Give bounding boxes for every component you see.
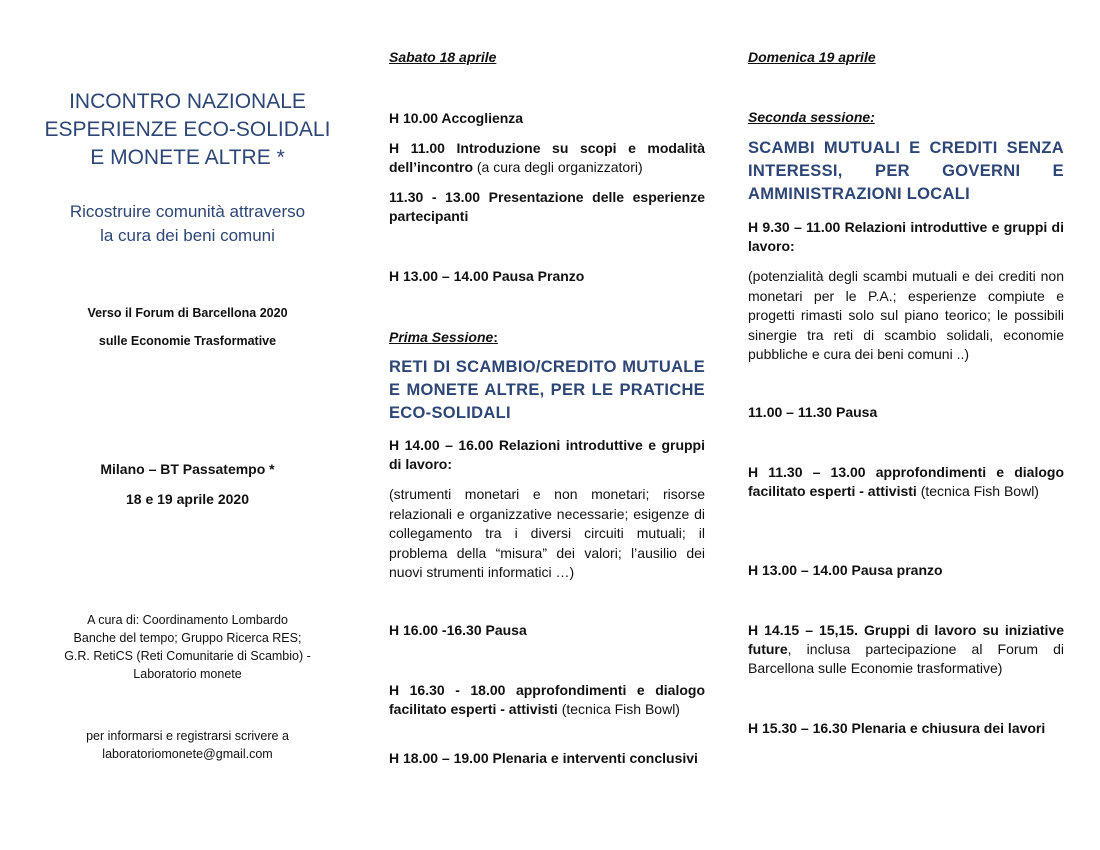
schedule-entry: [389, 267, 705, 286]
entry-text: H 9.30 – 11.00 Relazioni introduttive e gruppi di lavoro:: [748, 219, 1064, 254]
entry-text: 11.30 - 13.00 Presentazione delle esperienze partecipanti: [389, 189, 705, 224]
session-theme: RETI DI SCAMBIO/CREDITO MUTUALE E MONETE ALTRE, PER LE PRATICHE ECO-SOLIDALI: [389, 358, 705, 422]
entry-text: H 16.30 - 18.00 approfondimenti e dialogo facilitato esperti - attivisti: [389, 682, 705, 717]
schedule-entry: [389, 681, 705, 719]
credits-line: G.R. RetiCS (Reti Comunitarie di Scambio) -: [64, 649, 311, 663]
entry-text: H 14.15 – 15,15. Gruppi di lavoro su iniziative future: [748, 622, 1064, 657]
event-title-line: E MONETE ALTRE *: [90, 146, 285, 169]
schedule-entry: [389, 188, 705, 226]
schedule-entry: [389, 109, 705, 128]
event-subtitle: [30, 200, 345, 248]
session-notes: (potenzialità degli scambi mutuali e dei crediti non monetari per le P.A.; esperienze compiute e progetti rimasti solo sul piano teorico; le possibili sinergie tra reti di scambio solidali, economie pubbliche e cura dei beni comuni ..): [748, 268, 1064, 362]
saturday-heading: Sabato 18 aprile: [389, 49, 497, 65]
subtitle-line: la cura dei beni comuni: [100, 226, 275, 245]
schedule-entry: [748, 218, 1064, 256]
saturday-program: [389, 0, 705, 850]
credits-line: Laboratorio monete: [133, 667, 242, 681]
session-notes: (strumenti monetari e non monetari; risorse relazionali e organizzative necessarie; esigenze di collegamento tra i diversi circuiti mutuali; il problema della “misura” dei valori; l’ausilio dei nuovi strumenti informatici …): [389, 486, 705, 580]
entry-text: H 11.30 – 13.00 approfondimenti e dialogo facilitato esperti - attivisti: [748, 464, 1064, 499]
entry-detail: (tecnica Fish Bowl): [557, 701, 680, 717]
event-title-line: INCONTRO NAZIONALE: [69, 90, 306, 113]
schedule-entry: [748, 463, 1064, 501]
schedule-entry: [748, 719, 1064, 738]
entry-text: H 11.00 Introduzione su scopi e modalità dell’incontro: [389, 140, 705, 175]
event-title-line: ESPERIENZE ECO-SOLIDALI: [44, 118, 331, 141]
schedule-entry: [389, 749, 705, 768]
sunday-heading: Domenica 19 aprile: [748, 49, 876, 65]
subtitle-line: Ricostruire comunità attraverso: [69, 202, 306, 221]
contact-email: laboratoriomonete@gmail.com: [102, 747, 273, 761]
session-label-text: Prima Sessione: [389, 329, 494, 345]
session-label: Seconda sessione:: [748, 109, 875, 125]
organizers-credits: [30, 611, 345, 683]
contact-line: per informarsi e registrarsi scrivere a: [86, 729, 289, 743]
entry-detail: (a cura degli organizzatori): [473, 159, 643, 175]
sunday-program: [748, 0, 1064, 850]
schedule-entry: [748, 403, 1064, 422]
contact-info: [30, 727, 345, 763]
entry-text: H 10.00 Accoglienza: [389, 110, 524, 126]
entry-text: H 15.30 – 16.30 Plenaria e chiusura dei lavori: [748, 720, 1046, 736]
schedule-entry: [748, 561, 1064, 580]
cover-panel: [30, 0, 345, 850]
credits-line: A cura di: Coordinamento Lombardo: [87, 613, 288, 627]
schedule-entry: [389, 621, 705, 640]
entry-text: 11.00 – 11.30 Pausa: [748, 404, 878, 420]
forum-line-1: Verso il Forum di Barcellona 2020: [87, 306, 288, 320]
credits-line: Banche del tempo; Gruppo Ricerca RES;: [73, 631, 302, 645]
event-place: Milano – BT Passatempo *: [100, 461, 275, 477]
schedule-entry: [389, 139, 705, 177]
event-dates: 18 e 19 aprile 2020: [126, 491, 249, 507]
entry-text: H 13.00 – 14.00 Pausa Pranzo: [389, 268, 585, 284]
session-theme: SCAMBI MUTUALI E CREDITI SENZA INTERESSI, PER GOVERNI E AMMINISTRAZIONI LOCALI: [748, 139, 1064, 203]
schedule-entry: [748, 621, 1064, 678]
entry-detail: (tecnica Fish Bowl): [916, 483, 1039, 499]
entry-text: H 18.00 – 19.00 Plenaria e interventi conclusivi: [389, 750, 698, 766]
forum-line-2: sulle Economie Trasformative: [98, 334, 277, 348]
entry-text: H 14.00 – 16.00 Relazioni introduttive e gruppi di lavoro:: [389, 437, 705, 472]
event-title: [30, 88, 345, 172]
schedule-entry: [389, 436, 705, 474]
session-label-colon: :: [493, 329, 498, 345]
session-label: [389, 329, 705, 345]
entry-detail: , inclusa partecipazione al Forum di Barcellona sulle Economie trasformative): [748, 641, 1064, 676]
entry-text: H 13.00 – 14.00 Pausa pranzo: [748, 562, 943, 578]
entry-text: H 16.00 -16.30 Pausa: [389, 622, 527, 638]
